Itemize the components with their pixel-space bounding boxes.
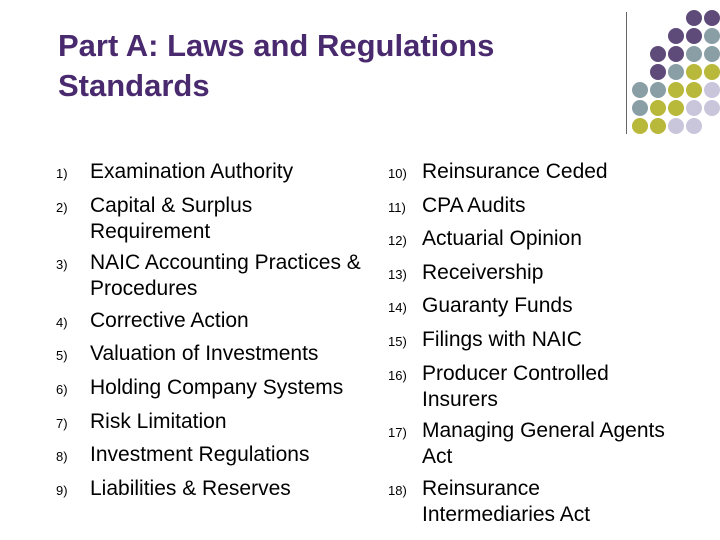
list-item — [56, 193, 366, 245]
list-item — [56, 250, 366, 302]
decorative-dot — [704, 46, 720, 62]
decorative-dot — [668, 64, 684, 80]
decorative-dot — [632, 100, 648, 116]
list-item — [388, 476, 668, 528]
list-item-label: Guaranty Funds — [422, 294, 573, 318]
decorative-dot — [632, 28, 648, 44]
list-item-number: 7) — [56, 415, 68, 431]
decorative-dot — [668, 82, 684, 98]
list-item-number: 10) — [388, 166, 407, 181]
decorative-dot — [704, 118, 720, 134]
list-item-label: CPA Audits — [422, 193, 526, 217]
list-item — [56, 375, 366, 403]
vertical-divider — [626, 12, 627, 134]
title-line-2: Standards — [58, 68, 210, 103]
list-item — [388, 361, 668, 413]
decorative-dot — [650, 82, 666, 98]
list-item-label: Examination Authority — [90, 160, 294, 183]
list-item — [388, 193, 668, 221]
list-item — [388, 159, 668, 187]
list-item-number: 13) — [388, 266, 407, 282]
list-item-number: 9) — [56, 482, 68, 498]
decorative-dot — [668, 10, 684, 26]
list-item-number: 14) — [388, 300, 407, 316]
decorative-dot — [686, 100, 702, 116]
list-item — [388, 226, 668, 254]
list-item-label: NAIC Accounting Practices & Procedures — [90, 251, 361, 301]
list-item-label: Reinsurance Intermediaries Act — [422, 476, 591, 526]
list-item-number: 16) — [388, 367, 407, 383]
decorative-dot — [632, 46, 648, 62]
decorative-dot — [704, 82, 720, 98]
decorative-dot — [650, 28, 666, 44]
list-item — [388, 327, 668, 355]
decorative-dot — [686, 28, 702, 44]
list-item-number: 17) — [388, 425, 407, 441]
decorative-dot — [668, 100, 684, 116]
list-item-number: 4) — [56, 314, 68, 330]
list-item-label: Filings with NAIC — [422, 327, 582, 351]
list-item-label: Managing General Agents Act — [422, 419, 665, 469]
list-item-label: Liabilities & Reserves — [90, 476, 291, 500]
decorative-dot — [650, 118, 666, 134]
list-item — [388, 418, 668, 470]
decorative-dot — [632, 64, 648, 80]
decorative-dot — [632, 10, 648, 26]
decorative-dot — [650, 64, 666, 80]
decorative-dot — [650, 46, 666, 62]
slide-title — [58, 26, 494, 106]
list-item — [388, 293, 668, 321]
decorative-dot — [704, 10, 720, 26]
list-item-number: 15) — [388, 333, 407, 349]
decorative-dot — [686, 46, 702, 62]
list-item — [56, 159, 366, 187]
decorative-dot — [686, 118, 702, 134]
decorative-dot — [704, 100, 720, 116]
list-item — [56, 341, 366, 369]
decorative-dot — [686, 82, 702, 98]
decorative-dot — [632, 118, 648, 134]
list-item — [56, 476, 366, 504]
list-item-label: Reinsurance Ceded — [422, 160, 608, 183]
list-item-number: 1) — [56, 166, 68, 181]
decorative-dot — [650, 100, 666, 116]
list-item — [388, 260, 668, 288]
decorative-dot — [668, 46, 684, 62]
decorative-dot — [668, 28, 684, 44]
decorative-dot — [650, 10, 666, 26]
list-item-label: Corrective Action — [90, 308, 249, 332]
decorative-dot — [686, 10, 702, 26]
list-item-number: 8) — [56, 449, 68, 465]
list-item — [56, 442, 366, 470]
list-item-label: Valuation of Investments — [90, 342, 319, 366]
decorative-dot — [686, 64, 702, 80]
decorative-dot-grid — [632, 10, 720, 134]
list-item-label: Capital & Surplus Requirement — [90, 193, 253, 243]
standards-list-left — [56, 159, 366, 509]
list-item-number: 6) — [56, 381, 68, 397]
decorative-dot — [704, 64, 720, 80]
standards-list-right — [388, 159, 668, 533]
list-item — [56, 308, 366, 336]
list-item-label: Investment Regulations — [90, 443, 310, 467]
decorative-dot — [704, 28, 720, 44]
list-item-number: 5) — [56, 348, 68, 364]
list-item-number: 12) — [388, 233, 407, 249]
list-item-label: Actuarial Opinion — [422, 227, 582, 251]
list-item-label: Producer Controlled Insurers — [422, 361, 609, 411]
list-item-label: Risk Limitation — [90, 409, 227, 433]
decorative-dot — [632, 82, 648, 98]
list-item — [56, 409, 366, 437]
list-item-number: 3) — [56, 257, 68, 273]
decorative-dot — [668, 118, 684, 134]
list-item-number: 18) — [388, 482, 407, 498]
list-item-number: 11) — [388, 199, 406, 215]
list-item-label: Receivership — [422, 260, 544, 284]
list-item-number: 2) — [56, 199, 68, 215]
list-item-label: Holding Company Systems — [90, 375, 344, 399]
title-line-1: Part A: Laws and Regulations — [58, 28, 495, 63]
